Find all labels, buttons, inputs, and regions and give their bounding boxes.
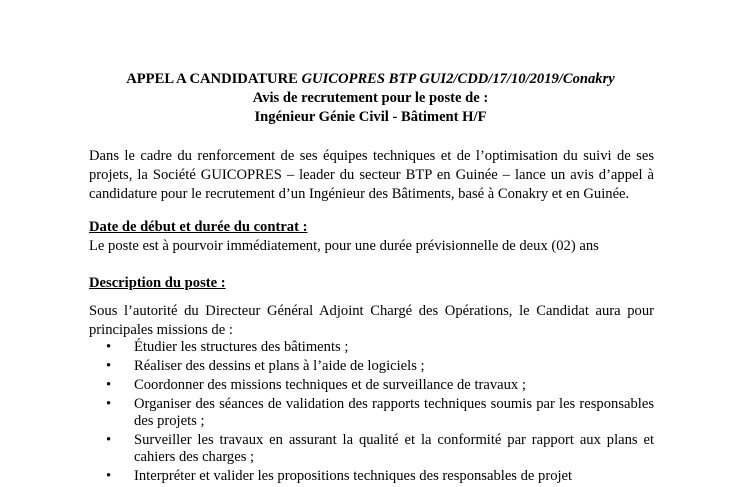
list-item: [89, 377, 654, 394]
missions-list: [89, 339, 654, 487]
list-item: [89, 339, 654, 356]
header-line-2: Avis de recrutement pour le poste de :: [252, 90, 489, 106]
header-line-3: Ingénieur Génie Civil - Bâtiment H/F: [254, 109, 487, 125]
reference-code: GUICOPRES BTP GUI2/CDD/17/10/2019/Conakry: [301, 71, 615, 87]
mission-text: Interpréter et valider les propositions techniques des responsables de projet: [134, 468, 573, 484]
list-item: [89, 432, 654, 466]
mission-text: Surveiller les travaux en assurant la qualité et la conformité par rapport aux plans et cahiers des charges ;: [134, 432, 654, 465]
bullet-icon: •: [106, 432, 112, 448]
bullet-icon: •: [106, 339, 112, 355]
header-line-1: [0, 70, 741, 89]
list-item: [89, 468, 654, 485]
header-title: APPEL A CANDIDATURE: [126, 71, 302, 87]
bullet-icon: •: [106, 396, 112, 412]
list-item: [89, 358, 654, 375]
document-header: [0, 70, 741, 127]
mission-text: Réaliser des dessins et plans à l’aide de logiciels ;: [134, 358, 425, 374]
bullet-icon: •: [106, 377, 112, 393]
contract-text: Le poste est à pourvoir immédiatement, pour une durée prévisionnelle de deux (02) ans: [89, 238, 599, 254]
bullet-icon: •: [106, 468, 112, 484]
list-item: [89, 396, 654, 430]
contract-section-title: Date de début et durée du contrat :: [89, 219, 308, 235]
intro-paragraph: Dans le cadre du renforcement de ses équipes techniques et de l’optimisation du suivi de ses projets, la Société GUICOPRES – leader du secteur BTP en Guinée – lance un avis d’appel à candidature pour le recrutement d’un Ingénieur des Bâtiments, basé à Conakry et en Guinée.: [89, 148, 654, 202]
mission-text: Coordonner des missions techniques et de surveillance de travaux ;: [134, 377, 526, 393]
description-intro: Sous l’autorité du Directeur Général Adjoint Chargé des Opérations, le Candidat aura pour principales missions de :: [89, 303, 654, 338]
mission-text: Organiser des séances de validation des rapports techniques soumis par les responsables des projets ;: [134, 396, 654, 429]
bullet-icon: •: [106, 358, 112, 374]
description-section-title: Description du poste :: [89, 275, 226, 291]
mission-text: Étudier les structures des bâtiments ;: [134, 339, 349, 355]
